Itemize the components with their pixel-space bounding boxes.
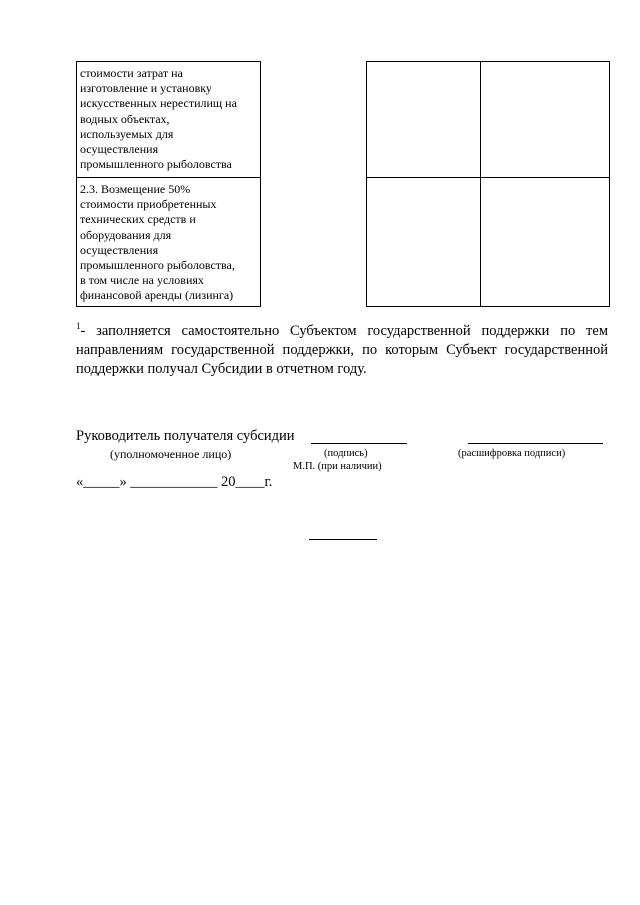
row-direction-text: 2.3. Возмещение 50% стоимости приобретенных технических средств и оборудования для осуществления промышленного рыболовства, в том числе на условиях финансовой аренды (лизинга) [80, 182, 235, 303]
row-direction-text: стоимости затрат на изготовление и установку искусственных нерестилищ на водных объектах, используемых для осуществления промышленного рыболовства [80, 66, 237, 172]
table-cell-value [481, 178, 610, 307]
seal-caption: М.П. (при наличии) [293, 461, 382, 472]
table-row [77, 178, 610, 307]
footnote [76, 322, 608, 379]
table-cell-direction [77, 178, 261, 307]
subsidy-table [76, 61, 610, 307]
authorized-person-caption: (уполномоченное лицо) [110, 447, 232, 461]
closing-divider [309, 539, 377, 540]
table-cell-value [367, 62, 481, 178]
signature-decoding-line [468, 443, 603, 444]
table-cell-empty [261, 178, 367, 307]
table-cell-value [367, 178, 481, 307]
table-cell-value [481, 62, 610, 178]
signature-caption: (подпись) [324, 448, 368, 459]
head-label: Руководитель получателя субсидии [76, 428, 295, 444]
table-row [77, 62, 610, 178]
footnote-text: - заполняется самостоятельно Субъектом государственной поддержки по тем направлениям государственной поддержки, по которым Субъект государственной поддержки получал Субсидии в отчетном году. [76, 323, 608, 377]
date-line: «_____» ____________ 20____г. [76, 474, 273, 490]
table-cell-empty [261, 62, 367, 178]
table-cell-direction [77, 62, 261, 178]
signature-line [311, 443, 407, 444]
decoding-caption: (расшифровка подписи) [458, 448, 566, 459]
footnote-marker: 1 [76, 321, 81, 332]
